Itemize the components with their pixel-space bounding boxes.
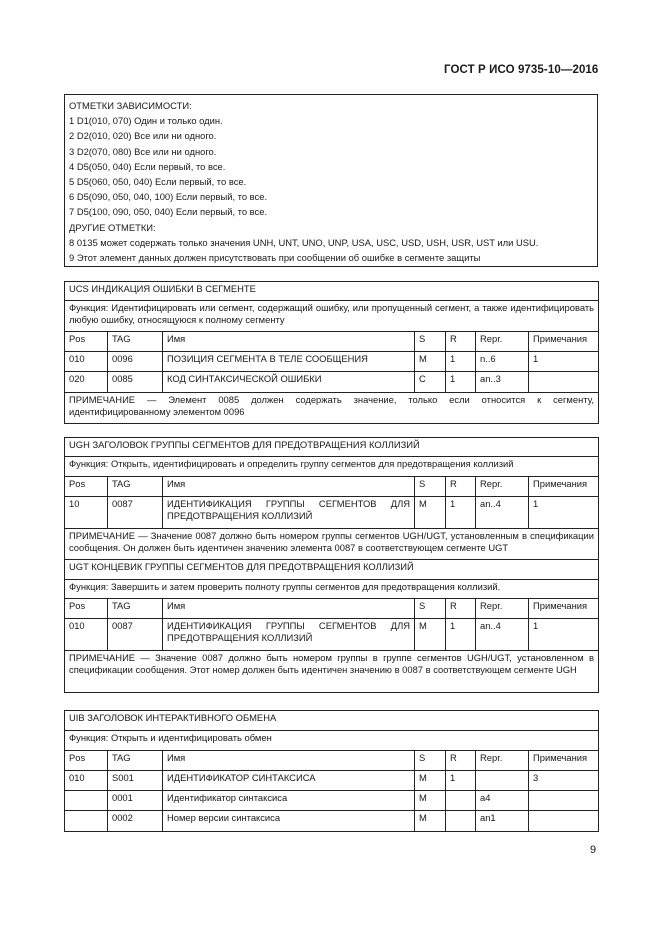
page-number: 9 [590, 844, 597, 856]
cell-repr: a4 [476, 791, 529, 811]
col-tag-header: TAG [108, 332, 163, 352]
cell-pos: 10 [65, 497, 108, 529]
segment-title: UGT КОНЦЕВИК ГРУППЫ СЕГМЕНТОВ ДЛЯ ПРЕДОТВРАЩЕНИЯ КОЛЛИЗИЙ [65, 560, 599, 580]
col-notes-header: Примечания [529, 599, 599, 619]
segment-function: Функция: Завершить и затем проверить полноту группы сегментов для предотвращения коллизий. [65, 580, 599, 599]
segment-note: ПРИМЕЧАНИЕ — Значение 0087 должно быть номером группы сегментов UGH/UGT, установленным в спецификации сообщения. Он должен быть идентичен значению элемента 0087 в соответствующем сегменте UGT [65, 529, 599, 560]
col-name-header: Имя [163, 599, 415, 619]
cell-r: 1 [446, 352, 476, 372]
cell-notes [529, 372, 599, 393]
table-row [65, 791, 599, 811]
cell-pos: 020 [65, 372, 108, 393]
notes-box [64, 94, 598, 267]
table-row [65, 497, 599, 529]
col-repr-header: Repr. [476, 751, 529, 771]
notes-line: ОТМЕТКИ ЗАВИСИМОСТИ: [69, 100, 192, 111]
cell-repr: an1 [476, 811, 529, 832]
col-tag-header: TAG [108, 751, 163, 771]
table-row [65, 771, 599, 791]
col-repr-header: Repr. [476, 477, 529, 497]
col-pos-header: Pos [65, 599, 108, 619]
cell-pos: 010 [65, 619, 108, 651]
cell-s: M [415, 619, 446, 651]
cell-repr [476, 771, 529, 791]
col-r-header: R [446, 751, 476, 771]
col-s-header: S [415, 332, 446, 352]
cell-notes [529, 811, 599, 832]
cell-repr: an..4 [476, 619, 529, 651]
cell-repr: an..4 [476, 497, 529, 529]
segment-table-ugh-ugt [64, 437, 599, 693]
col-r-header: R [446, 599, 476, 619]
cell-tag: 0096 [108, 352, 163, 372]
cell-pos [65, 791, 108, 811]
cell-notes [529, 791, 599, 811]
col-pos-header: Pos [65, 332, 108, 352]
segment-table-uib [64, 710, 599, 832]
col-notes-header: Примечания [529, 477, 599, 497]
cell-tag: S001 [108, 771, 163, 791]
notes-line: 3 D2(070, 080) Все или ни одного. [69, 145, 217, 157]
segment-note: ПРИМЕЧАНИЕ — Значение 0087 должно быть номером группы в группе сегментов UGH/UGT, установленном в спецификации сообщения. Этот номер должен быть идентичен значению в 0087 в соответствующем сегменте UGH [65, 651, 599, 693]
segment-function: Функция: Открыть и идентифицировать обмен [65, 731, 599, 751]
standard-designation: ГОСТ Р ИСО 9735-10—2016 [444, 64, 599, 76]
segment-table-ucs [64, 281, 599, 424]
cell-tag: 0002 [108, 811, 163, 832]
notes-line: 2 D2(010, 020) Все или ни одного. [69, 130, 217, 142]
segment-title: UIB ЗАГОЛОВОК ИНТЕРАКТИВНОГО ОБМЕНА [65, 711, 599, 731]
col-name-header: Имя [163, 477, 415, 497]
cell-name: КОД СИНТАКСИЧЕСКОЙ ОШИБКИ [163, 372, 415, 393]
cell-s: C [415, 372, 446, 393]
col-name-header: Имя [163, 332, 415, 352]
segment-title: UGH ЗАГОЛОВОК ГРУППЫ СЕГМЕНТОВ ДЛЯ ПРЕДОТВРАЩЕНИЯ КОЛЛИЗИЙ [65, 438, 599, 457]
cell-r: 1 [446, 771, 476, 791]
cell-tag: 0001 [108, 791, 163, 811]
cell-r [446, 791, 476, 811]
cell-tag: 0087 [108, 497, 163, 529]
col-repr-header: Repr. [476, 599, 529, 619]
col-r-header: R [446, 477, 476, 497]
col-s-header: S [415, 751, 446, 771]
segment-note: ПРИМЕЧАНИЕ — Элемент 0085 должен содержать значение, только если относится к сегменту, идентифицированному элементом 0096 [65, 393, 599, 424]
cell-s: M [415, 497, 446, 529]
cell-s: M [415, 352, 446, 372]
notes-line: 7 D5(100, 090, 050, 040) Если первый, то все. [69, 206, 268, 218]
cell-tag: 0085 [108, 372, 163, 393]
cell-notes: 1 [529, 619, 599, 651]
cell-s: M [415, 771, 446, 791]
cell-name: ИДЕНТИФИКАЦИЯ ГРУППЫ СЕГМЕНТОВ ДЛЯ ПРЕДОТВРАЩЕНИЯ КОЛЛИЗИЙ [163, 497, 415, 529]
col-name-header: Имя [163, 751, 415, 771]
cell-pos: 010 [65, 771, 108, 791]
cell-notes: 1 [529, 352, 599, 372]
cell-s: M [415, 811, 446, 832]
cell-pos: 010 [65, 352, 108, 372]
notes-line: 1 D1(010, 070) Один и только один. [69, 115, 223, 127]
col-r-header: R [446, 332, 476, 352]
segment-title: UCS ИНДИКАЦИЯ ОШИБКИ В СЕГМЕНТЕ [65, 282, 599, 301]
cell-name: ПОЗИЦИЯ СЕГМЕНТА В ТЕЛЕ СООБЩЕНИЯ [163, 352, 415, 372]
col-tag-header: TAG [108, 599, 163, 619]
cell-repr: an..3 [476, 372, 529, 393]
cell-pos [65, 811, 108, 832]
cell-s: M [415, 791, 446, 811]
table-row [65, 619, 599, 651]
cell-r: 1 [446, 372, 476, 393]
cell-r: 1 [446, 619, 476, 651]
segment-function: Функция: Открыть, идентифицировать и определить группу сегментов для предотвращения коллизий [65, 457, 599, 477]
cell-name: ИДЕНТИФИКАЦИЯ ГРУППЫ СЕГМЕНТОВ ДЛЯ ПРЕДОТВРАЩЕНИЯ КОЛЛИЗИЙ [163, 619, 415, 651]
notes-line: 6 D5(090, 050, 040, 100) Если первый, то все. [69, 191, 268, 203]
cell-repr: n..6 [476, 352, 529, 372]
notes-line: 4 D5(050, 040) Если первый, то все. [69, 160, 226, 172]
col-repr-header: Repr. [476, 332, 529, 352]
segment-function: Функция: Идентифицировать или сегмент, содержащий ошибку, или пропущенный сегмент, а также идентифицировать любую ошибку, относящуюся к полному сегменту [65, 301, 599, 332]
notes-line: 5 D5(060, 050, 040) Если первый, то все. [69, 176, 247, 188]
cell-name: Номер версии синтаксиса [163, 811, 415, 832]
col-s-header: S [415, 599, 446, 619]
notes-line: ДРУГИЕ ОТМЕТКИ: [69, 221, 156, 233]
col-pos-header: Pos [65, 477, 108, 497]
table-row [65, 372, 599, 393]
cell-notes: 3 [529, 771, 599, 791]
cell-tag: 0087 [108, 619, 163, 651]
col-s-header: S [415, 477, 446, 497]
cell-name: ИДЕНТИФИКАТОР СИНТАКСИСА [163, 771, 415, 791]
col-notes-header: Примечания [529, 332, 599, 352]
table-row [65, 352, 599, 372]
notes-line: 9 Этот элемент данных должен присутствовать при сообщении об ошибке в сегменте защиты [69, 252, 481, 264]
cell-r: 1 [446, 497, 476, 529]
cell-r [446, 811, 476, 832]
col-notes-header: Примечания [529, 751, 599, 771]
cell-notes: 1 [529, 497, 599, 529]
col-tag-header: TAG [108, 477, 163, 497]
col-pos-header: Pos [65, 751, 108, 771]
table-row [65, 811, 599, 832]
cell-name: Идентификатор синтаксиса [163, 791, 415, 811]
notes-line: 8 0135 может содержать только значения UNH, UNT, UNO, UNP, USA, USC, USD, USH, USR, UST или USU. [69, 236, 539, 248]
